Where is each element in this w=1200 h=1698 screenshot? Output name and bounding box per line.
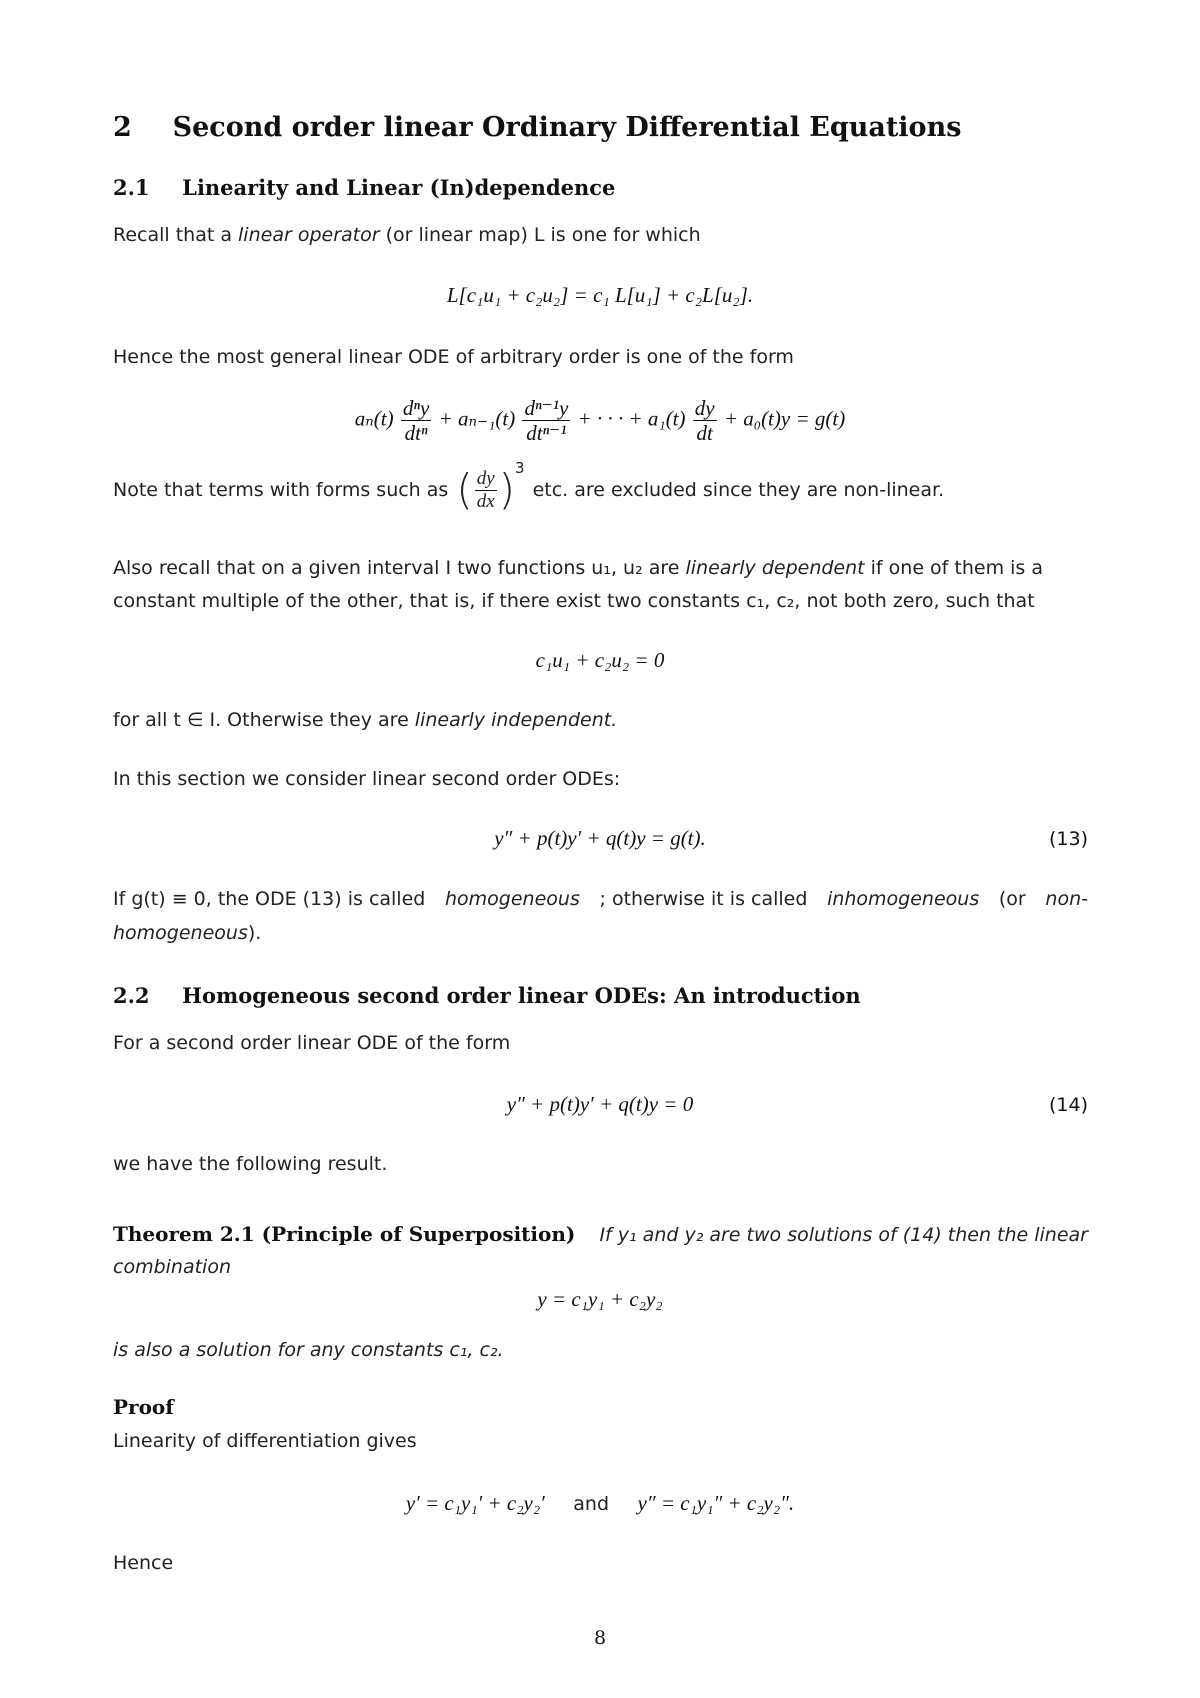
text: Also recall that on a given interval I two functions u₁, u₂ are: [113, 557, 686, 579]
equation-14: y″ + p(t)y′ + q(t)y = 0: [506, 1092, 694, 1116]
proof-equation: [0, 1491, 1200, 1516]
equation-dependence: c₁u₁ + c₂u₂ = 0: [535, 648, 665, 672]
denominator: dx: [476, 490, 495, 512]
denominator: dtⁿ⁻¹: [526, 421, 567, 446]
numerator: dy: [694, 396, 715, 420]
equation-13: y″ + p(t)y′ + q(t)y = g(t).: [494, 826, 706, 850]
equation-part: y″ = c₁y₁″ + c₂y₂″.: [637, 1491, 795, 1515]
paragraph-linear-dependence-2: constant multiple of the other, that is, if there exist two constants c₁, c₂, not both zero, such that: [113, 590, 1035, 612]
text: for all t ∈ I. Otherwise they are: [113, 709, 415, 731]
right-paren: ): [498, 465, 516, 515]
emphasis: linear operator: [238, 224, 380, 246]
subsection-heading: [113, 983, 861, 1008]
numerator: dⁿ⁻¹y: [524, 396, 569, 420]
numerator: dy: [476, 468, 495, 489]
emphasis: linearly independent.: [414, 709, 618, 731]
text: Recall that a: [113, 224, 239, 246]
theorem-line-3: is also a solution for any constants c₁, c₂.: [113, 1339, 504, 1361]
text: ).: [247, 922, 262, 944]
paragraph-general-ode: Hence the most general linear ODE of arbitrary order is one of the form: [113, 346, 794, 368]
text: etc. are excluded since they are non-linear.: [532, 479, 945, 502]
theorem-line-1: [113, 1222, 1088, 1246]
paragraph-independent: [113, 709, 617, 731]
inline-fraction: [475, 468, 497, 513]
section-title: Second order linear Ordinary Differential Equations: [172, 112, 962, 143]
fraction: [401, 396, 431, 445]
equation-general-ode: [0, 396, 1200, 445]
left-paren: (: [456, 465, 473, 515]
paragraph-linear-dependence-1: [113, 557, 1043, 579]
text: if one of them is a: [864, 557, 1043, 579]
equation-label: (14): [1048, 1094, 1088, 1116]
text: ; otherwise it is called: [599, 888, 808, 910]
theorem-line-2: combination: [113, 1256, 231, 1278]
emphasis: homogeneous: [113, 922, 248, 944]
paragraph-nonlinear-note: [113, 459, 945, 515]
proof-hence: Hence: [113, 1552, 174, 1574]
paragraph-homogeneous-2: [113, 922, 261, 944]
denominator: dt: [696, 421, 713, 446]
numerator: dⁿy: [402, 396, 430, 420]
emphasis: inhomogeneous: [827, 888, 980, 910]
fraction: [522, 396, 570, 445]
fraction: [693, 396, 717, 445]
paragraph-form: For a second order linear ODE of the form: [113, 1032, 511, 1054]
page-number: 8: [593, 1627, 607, 1649]
equation-label: (13): [1048, 828, 1088, 850]
paragraph-linear-operator: [113, 224, 701, 246]
paragraph-homogeneous-1: [113, 888, 1088, 910]
text: (or: [998, 888, 1026, 910]
subsection-heading: [113, 175, 615, 200]
text: If g(t) ≡ 0, the ODE (13) is called: [113, 888, 426, 910]
subsection-number: 2.2: [113, 983, 150, 1008]
term: + a₀(t)y = g(t): [723, 406, 846, 431]
theorem-label: Theorem 2.1 (Principle of Superposition): [113, 1222, 576, 1246]
equation-linearity: L[c₁u₁ + c₂u₂] = c₁ L[u₁] + c₂L[u₂].: [446, 283, 754, 307]
proof-text: Linearity of differentiation gives: [113, 1430, 417, 1452]
equation-connector: and: [573, 1493, 610, 1515]
subsection-number: 2.1: [113, 175, 150, 200]
section-number: 2: [113, 112, 132, 143]
paragraph-second-order: In this section we consider linear second order ODEs:: [113, 768, 621, 790]
theorem-equation: y = c₁y₁ + c₂y₂: [537, 1287, 663, 1311]
emphasis: homogeneous: [445, 888, 580, 910]
term: + · · · + a₁(t): [577, 406, 686, 431]
section-heading: [113, 112, 961, 143]
subsection-title: Homogeneous second order linear ODEs: An introduction: [182, 983, 861, 1008]
text: Note that terms with forms such as: [113, 479, 449, 502]
subsection-title: Linearity and Linear (In)dependence: [182, 175, 616, 200]
emphasis: non-: [1045, 888, 1088, 910]
exponent: 3: [515, 459, 525, 478]
text: (or linear map) L is one for which: [379, 224, 701, 246]
term: aₙ(t): [354, 406, 394, 431]
emphasis: linearly dependent: [685, 557, 865, 579]
theorem-text: If y₁ and y₂ are two solutions of (14) then the linear: [599, 1224, 1088, 1246]
denominator: dtⁿ: [404, 421, 428, 446]
proof-heading: Proof: [113, 1395, 174, 1419]
paragraph-result: we have the following result.: [113, 1153, 388, 1175]
term: + aₙ₋₁(t): [438, 406, 516, 431]
equation-part: y′ = c₁y₁′ + c₂y₂′: [405, 1491, 545, 1515]
